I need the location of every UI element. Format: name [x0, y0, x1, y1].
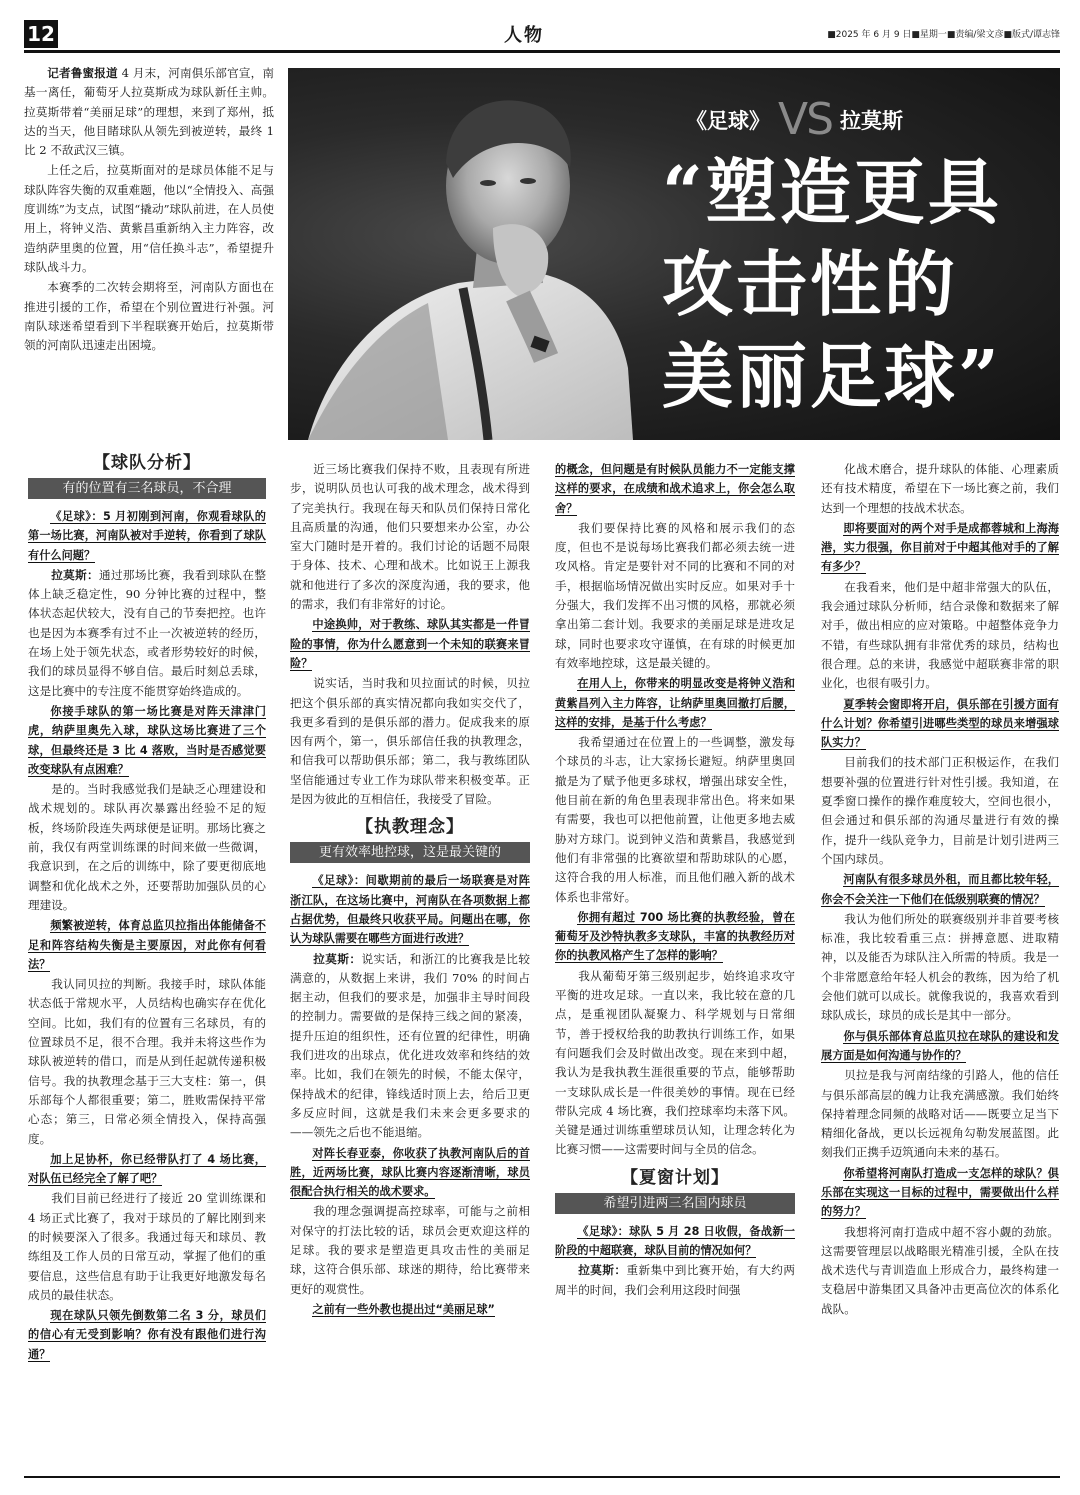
interview-question — [28, 1306, 266, 1364]
answer-text: 重新集中到比赛开始，有大约两周半的时间，我们会利用这段时间强 — [555, 1263, 795, 1297]
page-number: 12 — [24, 20, 58, 48]
answer-text: 说实话，和浙江的比赛我是比较满意的，从数据上来讲，我们 70% 的时间占据主动，但我们的要求是，加强非主导时间段的控制力。需要做的是保持三线之间的紧凑，提升压迫的组织性，还有位置的纪律性，明确我们进攻的出球点，优化进攻效率和终结的效率。比如，我们在领先的时候，不能太保守，保持战术的纪律，锋线适时顶上去，给后卫更多反应时间，这就是我们未来会更多要求的——领先之后也不能退缩。 — [290, 951, 530, 1140]
interview-question — [555, 674, 795, 732]
answer-paragraph: 我们要保持比赛的风格和展示我们的态度，但也不是说每场比赛我们都必须去统一进攻风格。肯定是要针对不同的比赛和不同的对手，根据临场情况做出实时反应。如果对手十分强大，我们发挥不出习惯的风格，那就必须拿出第二套计划。我要求的美丽足球是进攻足球，同时也要求攻守谨慎，在有球的时候更加有效率地控球，这是最关键的。 — [555, 520, 795, 670]
footer-rule — [24, 1476, 1060, 1478]
section-title: 【球队分析】 — [93, 453, 201, 473]
interview-question — [555, 460, 795, 518]
intro-column — [24, 64, 274, 442]
answer-paragraph: 我们目前已经进行了接近 20 堂训练课和 4 场正式比赛了，我对于球员的了解比刚到来的时候要深入了很多。我通过每天和球员、教练组及工作人员的日常互动，掌握了他们的重要信息，这些信息有助于让我更好地激发每名成员的最佳状态。 — [28, 1191, 266, 1302]
paragraph-text: 本赛季的二次转会期将至，河南队方面也在推进引援的工作，希望在个别位置进行补强。河南队球迷希望看到下半程联赛开始后，拉莫斯带领的河南队迅速走出困境。 — [24, 280, 274, 353]
speaker-name: 拉莫斯： — [578, 1263, 627, 1278]
interview-question — [821, 1164, 1059, 1222]
answer-paragraph: 我认同贝拉的判断。我接手时，球队体能状态低于常规水平，人员结构也确实存在优化空间。比如，我们有的位置有三名球员，有的位置球员不足，很不合理。我并未将这些作为球队被逆转的借口，而是从到任起就传递积极信号。我的执教理念基于三大支柱：第一，俱乐部每个人都很重要；第二，胜败需保持平常心态；第三，日常必须全情投入，保持高强度。 — [28, 977, 266, 1146]
masthead-info: ■2025 年 6 月 9 日■星期一■责编/梁文彦■版式/谭志锋 — [827, 30, 1060, 40]
paragraph-text: 4 月末，河南俱乐部官宣，南基一离任，葡萄牙人拉莫斯成为球队新任主帅。拉莫斯带着“美丽足球”的理想，来到了郑州，抵达的当天，他目睹球队从领先到被逆转，最终 1 比 2 不敌武汉三镇。 — [24, 66, 274, 158]
dateline: 记者鲁蜜报道 — [47, 66, 118, 80]
question-text: 你与俱乐部体育总监贝拉在球队的建设和发展方面是如何沟通与协作的？ — [821, 1029, 1059, 1062]
hero-photo-headline — [288, 68, 1060, 440]
answer-paragraph: 我从葡萄牙第三级别起步，始终追求攻守平衡的进攻足球。一直以来，我比较在意的几点，是重视团队凝聚力、科学规划与日常细节，善于授权给我的助教执行训练工作，如果有问题我们会及时做出改变。现在来到中超，我认为是我执教生涯很重要的节点，能够帮助一支球队成长是一件很美妙的事情。现在已经带队完成 4 场比赛，我们控球率均未落下风。关键是通过训练重塑球员认知，让理念转化为比赛习惯——这需要时间与全员的信念。 — [555, 968, 795, 1157]
section-name: 人物 — [504, 25, 544, 46]
interview-question — [555, 1222, 795, 1261]
section-subtitle: 希望引进两三名国内球员 — [555, 1193, 795, 1214]
interview-question — [290, 615, 530, 673]
answer-paragraph: 化战术磨合，提升球队的体能、心理素质还有技术精度，希望在下一场比赛之前，我们达到一个理想的技战术状态。 — [821, 462, 1059, 515]
article-column-3 — [555, 460, 795, 1472]
answer-text: 通过那场比赛，我看到球队在整体上缺乏稳定性，90 分钟比赛的过程中，整体状态起伏较大，没有自己的节奏把控。也许也是因为本赛季有过不止一次被逆转的经历，在场上处于领先状态，或者形势较好的时候，我们的球员显得不够自信。最后时刻总丢球，这是比赛中的专注度不能贯穿始终造成的。 — [28, 567, 266, 698]
question-text: 中途换帅，对于教练、球队其实都是一件冒险的事情，你为什么愿意到一个未知的联赛来冒险？ — [290, 618, 530, 670]
answer-paragraph: 我希望通过在位置上的一些调整，激发每个球员的斗志，让大家扬长避短。纳萨里奥回撤是为了赋予他更多球权，增强出球安全性，他目前在新的角色里表现非常出色。将来如果有需要，我也可以把他前置，让他更多地去威胁对方球门。说到钟义浩和黄紫昌，我感觉到他们有非常强的比赛欲望和帮助球队的心愿，这符合我的用人标准，而且他们融入新的战术体系也非常好。 — [555, 735, 795, 904]
article-column-1 — [28, 445, 266, 1472]
question-text: 你拥有超过 700 场比赛的执教经验，曾在葡萄牙及沙特执教多支球队，丰富的执教经历对你的执教风格产生了怎样的影响？ — [555, 910, 795, 963]
question-text: 河南队有很多球员外租，而且都比较年轻，你会不会关注一下他们在低级别联赛的情况？ — [821, 873, 1059, 906]
section-header-analysis — [28, 452, 266, 499]
question-text: 频繁被逆转，体育总监贝拉指出体能储备不足和阵容结构失衡是主要原因，对此你有何看法？ — [28, 919, 266, 971]
question-text: 《足球》：球队 5 月 28 日收假，备战新一阶段的中超联赛，球队目前的情况如何？ — [555, 1224, 795, 1257]
interview-question — [821, 1027, 1059, 1066]
answer-paragraph: 近三场比赛我们保持不败，且表现有所进步，说明队员也认可我的战术理念，战术得到了完美执行。我现在每天和队员们保持日常化且高质量的沟通，他们只要想来办公室，办公室大门随时是开着的。我们讨论的话题不局限于身体、技术、心理和战术。比如说王上源我就和他进行了多次的深度沟通，我的要求，他的需求，我们有非常好的讨论。 — [290, 462, 530, 612]
section-title: 【夏窗计划】 — [621, 1167, 729, 1188]
headline-kicker — [686, 94, 903, 145]
speaker-name: 拉莫斯： — [313, 951, 362, 966]
interview-answer — [555, 1261, 795, 1300]
headline-title — [662, 146, 1054, 422]
interview-question — [821, 519, 1059, 577]
answer-paragraph: 是的。当时我感觉我们是缺乏心理建设和战术规划的。球队再次暴露出经验不足的短板，终场阶段连失两球便是证明。那场比赛之前，我仅有两堂训练课的时间来做一些微调，我意识到，在之后的训练中，除了要更彻底地调整和优化战术之外，还要帮助加强队员的心理建设。 — [28, 782, 266, 912]
section-title: 【执教理念】 — [356, 817, 464, 838]
interview-question — [290, 871, 530, 948]
speaker-name: 拉莫斯： — [51, 567, 99, 582]
section-subtitle: 有的位置有三名球员，不合理 — [28, 478, 266, 499]
question-text: 《足球》：间歇期前的最后一场联赛是对阵浙江队，在这场比赛中，河南队在各项数据上都占据优势，但最终只收获平局。问题出在哪，你认为球队需要在哪些方面进行改进？ — [290, 874, 530, 946]
kicker-vs: VS — [778, 94, 833, 145]
answer-paragraph: 在我看来，他们是中超非常强大的队伍，我会通过球队分析师，结合录像和数据来了解对手，做出相应的应对策略。中超整体竞争力不错，有些球队拥有非常优秀的球员，结构也很合理。总的来讲，我感觉中超联赛非常的职业化，也很有吸引力。 — [821, 579, 1059, 691]
headline-line: 攻击性的 — [662, 242, 959, 326]
header-rule — [24, 50, 1060, 53]
article-column-4 — [821, 460, 1059, 1472]
headline-line: “塑造更具 — [662, 150, 1002, 234]
interview-question — [821, 870, 1059, 909]
interview-question — [290, 1144, 530, 1202]
interview-question — [28, 1150, 266, 1189]
section-header-philosophy — [290, 816, 530, 863]
answer-paragraph: 我认为他们所处的联赛级别并非首要考核标准，我比较看重三点：拼搏意愿、进取精神，以及能否为球队注入所需的特质。我是一个非常愿意给年轻人机会的教练，因为给了机会他们就可以成长。就像我说的，我喜欢看到球队成长，球员的成长是其中一部分。 — [821, 911, 1059, 1023]
question-text: 在用人上，你带来的明显改变是将钟义浩和黄紫昌列入主力阵容，让纳萨里奥回撤打后腰，这样的安排，是基于什么考虑？ — [555, 677, 795, 729]
interview-answer — [28, 566, 266, 701]
headline-line: 美丽足球” — [662, 334, 1002, 418]
interview-question — [28, 702, 266, 779]
question-text: 你希望将河南队打造成一支怎样的球队？俱乐部在实现这一目标的过程中，需要做出什么样的努力？ — [821, 1166, 1059, 1219]
section-subtitle: 更有效率地控球，这是最关键的 — [290, 842, 530, 863]
kicker-name: 拉莫斯 — [840, 109, 904, 133]
interview-question — [28, 916, 266, 974]
intro-paragraph — [24, 161, 274, 277]
intro-paragraph — [24, 64, 274, 160]
interview-question — [555, 908, 795, 966]
answer-paragraph: 说实话，当时我和贝拉面试的时候，贝拉把这个俱乐部的真实情况都向我如实交代了，我更多看到的是俱乐部的潜力。促成我来的原因有两个，第一，俱乐部信任我的执教理念，和信我可以帮助俱乐部；第二，我与教练团队坚信能通过专业工作为球队带来积极变革。正是因为彼此的互相信任，我接受了冒险。 — [290, 676, 530, 807]
question-text: 的概念，但问题是有时候队员能力不一定能支撑这样的要求，在成绩和战术追求上，你会怎么取舍？ — [555, 463, 795, 515]
kicker-magazine: 《足球》 — [686, 109, 770, 133]
question-text: 加上足协杯，你已经带队打了 4 场比赛，对队伍已经完全了解了吧？ — [28, 1152, 266, 1186]
question-text: 即将要面对的两个对手是成都蓉城和上海海港，实力很强，你目前对于中超其他对手的了解有多少？ — [821, 521, 1059, 574]
article-column-2 — [290, 460, 530, 1472]
question-text: 夏季转会窗即将开启，俱乐部在引援方面有什么计划？你希望引进哪些类型的球员来增强球队实力？ — [821, 697, 1059, 750]
question-text: 对阵长春亚泰，你收获了执教河南队后的首胜，近两场比赛，球队比赛内容逐渐清晰，球员很配合执行相关的战术要求。 — [290, 1146, 530, 1199]
section-header-summer — [555, 1167, 795, 1214]
answer-paragraph: 目前我们的技术部门正积极运作，在我们想要补强的位置进行针对性引援。我知道，在夏季窗口操作的操作难度较大，空间也很小，但会通过和俱乐部的沟通尽量进行有效的操作，提升一线队竞争力，目前是计划引进两三个国内球员。 — [821, 755, 1059, 866]
answer-paragraph: 贝拉是我与河南结缘的引路人，他的信任与俱乐部高层的魄力让我充满感激。我们始终保持着理念同频的战略对话——既要立足当下精细化备战，更以长远视角勾勒发展蓝图。此刻我们正携手迈筑通向未来的基石。 — [821, 1068, 1059, 1160]
paragraph-text: 上任之后，拉莫斯面对的是球员体能不足与球队阵容失衡的双重难题，他以“全情投入、高强度训练”为支点，试图“撬动”球队前进，在人员使用上，将钟义浩、黄紫昌重新纳入主力阵容，改造纳萨里奥的位置，用“信任换斗志”，希望提升球队战斗力。 — [24, 163, 274, 274]
interview-answer — [290, 950, 530, 1143]
interview-question — [28, 507, 266, 565]
answer-paragraph: 我的理念强调提高控球率，可能与之前相对保守的打法比较的话，球员会更欢迎这样的足球。我的要求是塑造更具攻击性的美丽足球，这符合俱乐部、球迷的期待，给比赛带来更好的观赏性。 — [290, 1204, 530, 1296]
intro-paragraph — [24, 278, 274, 355]
page-header — [24, 20, 1060, 48]
question-text: 之前有一些外教也提出过“美丽足球” — [312, 1302, 495, 1316]
question-text: 《足球》：5 月初刚到河南，你观看球队的第一场比赛，河南队被对手逆转，你看到了球队有什么问题？ — [28, 510, 266, 562]
question-text: 你接手球队的第一场比赛是对阵天津津门虎，纳萨里奥先入球，球队这场比赛进了三个球，但最终还是 3 比 4 落败，当时是否感觉要改变球队有点困难？ — [28, 704, 266, 776]
interview-question — [290, 1300, 530, 1319]
answer-paragraph: 我想将河南打造成中超不容小觑的劲旅。这需要管理层以战略眼光精准引援，全队在技战术迭代与青训造血上形成合力，最终构建一支稳居中游集团又具备冲击更高位次的体系化战队。 — [821, 1224, 1059, 1316]
question-text: 现在球队只领先倒数第二名 3 分，球员们的信心有无受到影响？你有没有跟他们进行沟通？ — [28, 1309, 266, 1361]
interview-question — [821, 695, 1059, 753]
